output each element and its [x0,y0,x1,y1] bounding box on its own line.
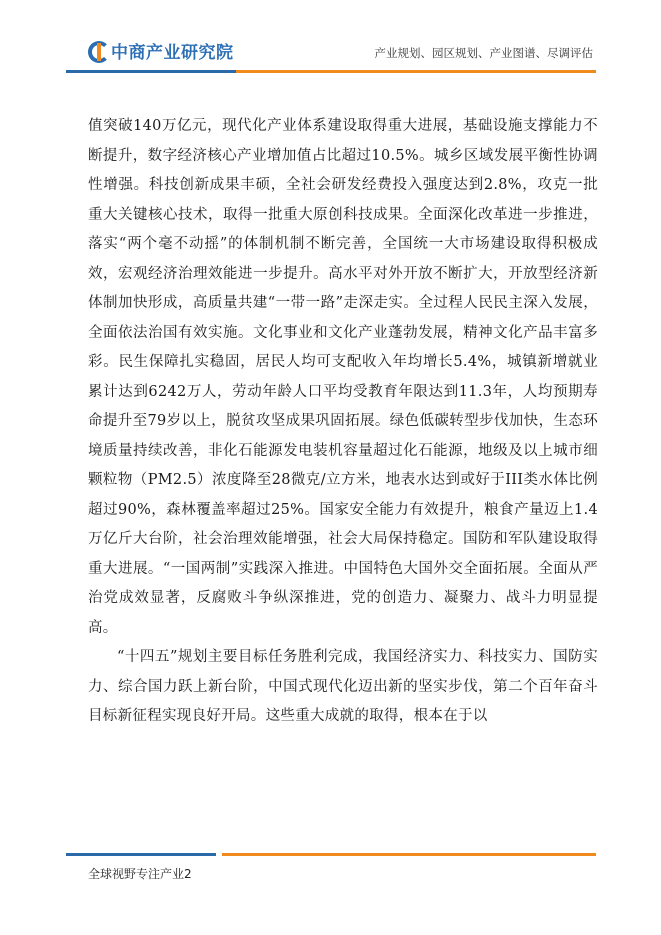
footer-text: 全球视野专注产业2 [88,867,192,881]
logo [88,38,234,63]
header-divider-blue [66,70,236,73]
paragraph: 值突破140万亿元，现代化产业体系建设取得重大进展，基础设施支撑能力不断提升，数字经济核心产业增加值占比超过10.5%。城乡区域发展平衡性协调性增强。科技创新成果丰硕，全社会研发经费投入强度达到2.8%，攻克一批重大关键核心技术，取得一批重大原创科技成果。全面深化改革进一步推进，落实“两个毫不动摇”的体制机制不断完善，全国统一大市场建设取得积极成效，宏观经济治理效能进一步提升。高水平对外开放不断扩大，开放型经济新体制加快形成，高质量共建“一带一路”走深走实。全过程人民民主深入发展，全面依法治国有效实施。文化事业和文化产业蓬勃发展，精神文化产品丰富多彩。民生保障扎实稳固，居民人均可支配收入年均增长5.4%，城镇新增就业累计达到6242万人，劳动年龄人口平均受教育年限达到11.3年，人均预期寿命提升至79岁以上，脱贫攻坚成果巩固拓展。绿色低碳转型步伐加快，生态环境质量持续改善，非化石能源发电装机容量超过化石能源，地级及以上城市细颗粒物（PM2.5）浓度降至28微克/立方米，地表水达到或好于III类水体比例超过90%，森林覆盖率超过25%。国家安全能力有效提升，粮食产量迈上1.4万亿斤大台阶，社会治理效能增强，社会大局保持稳定。国防和军队建设取得重大进展。“一国两制”实践深入推进。中国特色大国外交全面拓展。全面从严治党成效显著，反腐败斗争纵深推进，党的创造力、凝聚力、战斗力明显提高。 [88,118,598,636]
header-divider-orange [236,70,596,73]
page-header [0,0,661,75]
document-body [88,112,598,732]
zhongshang-logo-icon [88,41,108,61]
footer-divider-blue [66,853,216,856]
paragraph: “十四五”规划主要目标任务胜利完成，我国经济实力、科技实力、国防实力、综合国力跃上新台阶，中国式现代化迈出新的坚实步伐，第二个百年奋斗目标新征程实现良好开局。这些重大成就的取得，根本在于以 [88,649,598,724]
header-tagline: 产业规划、园区规划、产业图谱、尽调评估 [374,46,593,60]
logo-text: 中商产业研究院 [111,43,234,63]
footer-divider-orange [222,853,596,856]
